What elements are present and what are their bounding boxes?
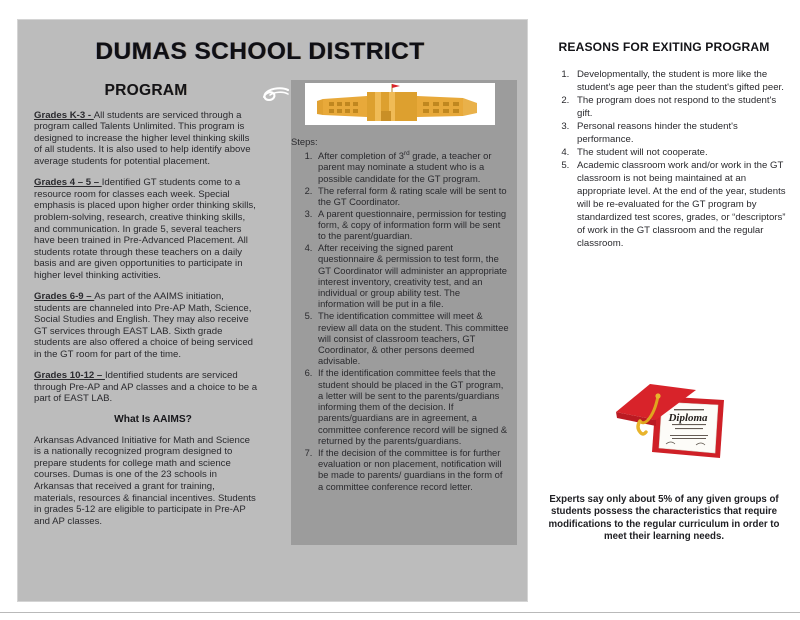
list-item: 4. After receiving the signed parent questionnaire & permission to test form, the GT Coordinator will administer an appropriate interest inventory, creativity test, and an individual or group ability test. The information will be put in a file. [315, 242, 509, 310]
aaims-heading: What Is AAIMS? [114, 414, 192, 426]
program-heading: PROGRAM [104, 82, 188, 99]
list-item: 3. A parent questionnaire, permission for testing form, & copy of information form will be sent to the parent/guardian. [315, 208, 509, 242]
step-ordinal: rd [403, 150, 410, 157]
page-title: DUMAS SCHOOL DISTRICT [95, 38, 425, 65]
section-lead: Grades 4 – 5 – [34, 177, 102, 189]
list-item: 5. Academic classroom work and/or work in the GT classroom is not being maintained at an appropriate level. At the end of the year, students will be re-evaluated for the GT program by standardized test scores, grades, or “descriptors” of work in the GT classroom and the regular classroom. [572, 159, 788, 250]
section-grades-4-5 [34, 177, 258, 281]
reasons-list [540, 68, 788, 250]
list-item: 2. The referral form & rating scale will be sent to the GT Coordinator. [315, 185, 509, 208]
list-item: 3. Personal reasons hinder the student's performance. [572, 120, 788, 146]
list-item [315, 148, 509, 184]
steps-label: Steps: [291, 136, 318, 147]
section-lead: Grades K-3 - [34, 109, 94, 121]
page-bottom-divider [0, 612, 800, 613]
steps-list [291, 148, 509, 492]
list-item: 7. If the decision of the committee is for further evaluation or non placement, notification will be made to parents/ guardians in the form of a committee conference record letter. [315, 447, 509, 492]
aaims-body: Arkansas Advanced Initiative for Math and Science is a nationally recognized program designed to prepare students for college math and science courses. Dumas is one of the 23 schools in Arkansas that received a grant for training, materials, resources & financial incentives. Students in grades 5-12 are eligible to participate in Pre-AP and AP classes. [34, 434, 256, 527]
reasons-column [540, 40, 788, 250]
reasons-heading: REASONS FOR EXITING PROGRAM [558, 40, 770, 54]
section-grades-10-12 [34, 370, 258, 405]
section-grades-k3 [34, 110, 258, 168]
list-item: 5. The identification committee will meet & review all data on the student. This committee will consist of classroom teachers, GT Coordinator, & other persons deemed advisable. [315, 310, 509, 366]
list-item: 1. Developmentally, the student is more like the student's age peer than the student's gifted peer. [572, 68, 788, 94]
section-body: As part of the AAIMS initiation, students are channeled into Pre-AP Math, Science, Social Studies and English. They may also receive GT services through EAST LAB. Sixth grade students are also offered a choice of being serviced in the GT room for part of the time. [34, 291, 254, 361]
step-text-prefix: After completion of 3 [318, 150, 404, 162]
experts-note: Experts say only about 5% of any given groups of students possess the characteristics that require modifications to the regular curriculum in order to meet their learning needs. [548, 494, 780, 543]
school-building-photo [305, 83, 495, 125]
steps-column [291, 80, 509, 493]
list-item: 2. The program does not respond to the student's gift. [572, 94, 788, 120]
section-body: Identified GT students come to a resource room for classes each week. Special emphasis is placed upon higher order thinking skills, problem-solving, research, creative thinking skills, and communication. In grade 5, several teachers have been trained in Pre-Advanced Placement. All students rotate through these teachers on a daily basis and are given opportunities to participate in higher level thinking activities. [34, 177, 256, 281]
list-item: 6. If the identification committee feels that the student should be placed in the GT program, a letter will be sent to the parents/guardians informing them of the decision. If parents/guardians are in agreement, a committee conference record will be signed & returned by the parents/guardians. [315, 367, 509, 446]
section-lead: Grades 6-9 – [34, 291, 95, 303]
section-lead: Grades 10-12 – [34, 370, 105, 382]
ribbon-swirl-icon [262, 86, 292, 108]
step-text-suffix: grade, a teacher or parent may nominate a student who is a possible candidate for the GT program. [318, 150, 492, 184]
section-body: Identified students are serviced through Pre-AP and AP classes and a choice to be a part of EAST LAB. [34, 370, 258, 405]
list-item: 4. The student will not cooperate. [572, 146, 788, 159]
graduation-cap-diploma-photo [612, 374, 730, 472]
section-grades-6-9 [34, 291, 258, 361]
left-column [34, 82, 258, 534]
section-body: All students are serviced through a program called Talents Unlimited. This program is designed to increase the higher level thinking skills of all students. It is also used to help identify above average students for potential placement. [34, 109, 251, 167]
svg-text:Diploma: Diploma [668, 412, 708, 424]
